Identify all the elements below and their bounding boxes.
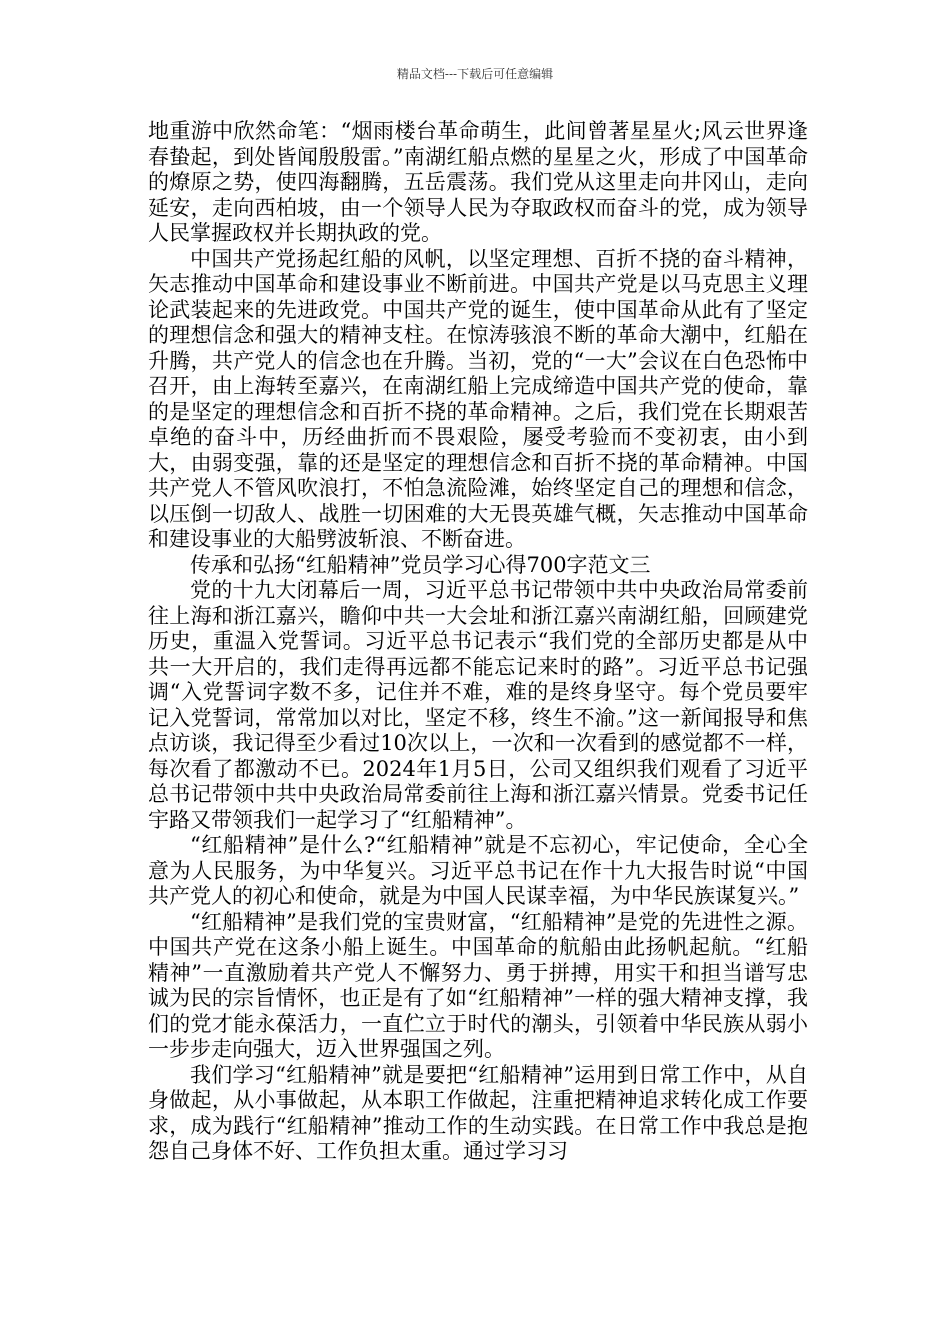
document-body [148, 119, 808, 1165]
paragraph-5: “红船精神”是我们党的宝贵财富，“红船精神”是党的先进性之源。中国共产党在这条小船上诞生。中国革命的航船由此扬帆起航。“红船精神”一直激励着共产党人不懈努力、勇于拼搏，用实干和担当谱写忠诚为民的宗旨情怀，也正是有了如“红船精神”一样的强大精神支撑，我们的党才能永葆活力，一直伫立于时代的潮头，引领着中华民族从弱小一步步走向强大，迈入世界强国之列。 [148, 909, 808, 1061]
page-header: 精品文档---下载后可任意编辑 [396, 67, 554, 81]
paragraph-1: 地重游中欣然命笔：“烟雨楼台革命萌生，此间曾著星星火;风云世界逢春蛰起，到处皆闻殷殷雷。”南湖红船点燃的星星之火，形成了中国革命的燎原之势，使四海翻腾，五岳震荡。我们党从这里走向井冈山，走向延安，走向西柏坡，由一个领导人民为夺取政权而奋斗的党，成为领导人民掌握政权并长期执政的党。 [148, 119, 808, 245]
paragraph-6: 我们学习“红船精神”就是要把“红船精神”运用到日常工作中，从自身做起，从小事做起，从本职工作做起，注重把精神追求转化成工作要求，成为践行“红船精神”推动工作的生动实践。在日常工作中我总是抱怨自己身体不好、工作负担太重。通过学习习 [148, 1062, 808, 1163]
section-heading: 传承和弘扬“红船精神”党员学习心得700字范文三 [190, 552, 651, 577]
paragraph-4: “红船精神”是什么?“红船精神”就是不忘初心，牢记使命，全心全意为人民服务，为中华复兴。习近平总书记在作十九大报告时说“中国共产党人的初心和使命，就是为中国人民谋幸福，为中华民族谋复兴。” [148, 833, 808, 908]
paragraph-2: 中国共产党扬起红船的风帆，以坚定理想、百折不挠的奋斗精神，矢志推动中国革命和建设事业不断前进。中国共产党是以马克思主义理论武装起来的先进政党。中国共产党的诞生，使中国革命从此有了坚定的理想信念和强大的精神支柱。在惊涛骇浪不断的革命大潮中，红船在升腾，共产党人的信念也在升腾。当初，党的“一大”会议在白色恐怖中召开，由上海转至嘉兴，在南湖红船上完成缔造中国共产党的使命，靠的是坚定的理想信念和百折不挠的革命精神。之后，我们党在长期艰苦卓绝的奋斗中，历经曲折而不畏艰险，屡受考验而不变初衷，由小到大，由弱变强，靠的还是坚定的理想信念和百折不挠的革命精神。中国共产党人不管风吹浪打，不怕急流险滩，始终坚定自己的理想和信念，以压倒一切敌人、战胜一切困难的大无畏英雄气概，矢志推动中国革命和建设事业的大船劈波斩浪、不断奋进。 [148, 246, 808, 551]
paragraph-3: 党的十九大闭幕后一周，习近平总书记带领中共中央政治局常委前往上海和浙江嘉兴，瞻仰中共一大会址和浙江嘉兴南湖红船，回顾建党历史，重温入党誓词。习近平总书记表示“我们党的全部历史都是从中共一大开启的，我们走得再远都不能忘记来时的路”。习近平总书记强调“入党誓词字数不多，记住并不难，难的是终身坚守。每个党员要牢记入党誓词，常常加以对比，坚定不移，终生不渝。”这一新闻报导和焦点访谈，我记得至少看过10次以上，一次和一次看到的感觉都不一样，每次看了都激动不已。2024年1月5日，公司又组织我们观看了习近平总书记带领中共中央政治局常委前往上海和浙江嘉兴情景。党委书记任宇路又带领我们一起学习了“红船精神”。 [148, 578, 808, 832]
